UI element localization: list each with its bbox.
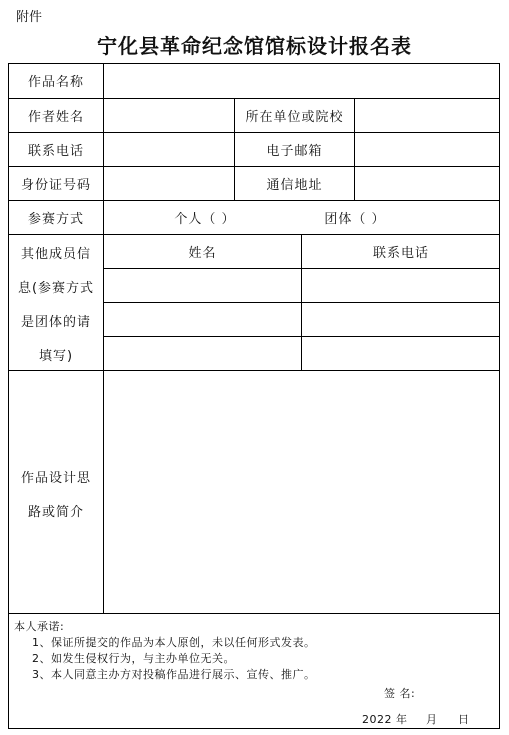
row-divider (8, 613, 500, 614)
declaration-heading: 本人承诺: (14, 620, 65, 633)
declaration-item: 2、如发生侵权行为，与主办单位无关。 (32, 652, 235, 665)
email-field[interactable] (355, 133, 499, 166)
member-name-field[interactable] (104, 337, 301, 370)
participation-mode-label: 参赛方式 (27, 211, 84, 227)
mode-team-option[interactable]: 团体（ ） (324, 211, 386, 227)
address-label: 通信地址 (266, 177, 323, 193)
signature-label: 签 名: (384, 687, 416, 700)
phone-label: 联系电话 (27, 143, 84, 159)
email-label: 电子邮箱 (266, 143, 323, 159)
members-label-line: 填写) (38, 349, 74, 364)
date-day: 日 (458, 713, 470, 726)
work-name-label: 作品名称 (27, 75, 84, 90)
phone-field[interactable] (104, 133, 234, 166)
unit-label: 所在单位或院校 (245, 109, 344, 125)
author-name-field[interactable] (104, 99, 234, 132)
attachment-label: 附件 (16, 10, 43, 25)
design-description-label-line: 路或简介 (27, 505, 84, 520)
unit-field[interactable] (355, 99, 499, 132)
declaration-item: 1、保证所提交的作品为本人原创，未以任何形式发表。 (32, 636, 316, 649)
date-month: 月 (426, 713, 438, 726)
members-label-line: 是团体的请 (20, 315, 91, 330)
design-description-label-line: 作品设计思 (20, 471, 91, 486)
signature-field[interactable] (432, 682, 494, 700)
members-label-line: 息(参赛方式 (17, 281, 95, 296)
id-number-field[interactable] (104, 167, 234, 200)
date-year: 2022 年 (362, 713, 408, 726)
member-name-field[interactable] (104, 303, 301, 336)
declaration-item: 3、本人同意主办方对投稿作品进行展示、宣传、推广。 (32, 668, 316, 681)
id-number-label: 身份证号码 (20, 177, 91, 193)
address-field[interactable] (355, 167, 499, 200)
page-title: 宁化县革命纪念馆馆标设计报名表 (97, 34, 412, 58)
members-column-name: 姓名 (188, 245, 217, 261)
mode-individual-option[interactable]: 个人（ ） (174, 211, 236, 227)
design-description-field[interactable] (104, 371, 499, 613)
member-name-field[interactable] (104, 269, 301, 302)
work-name-field[interactable] (104, 64, 499, 98)
member-phone-field[interactable] (302, 303, 499, 336)
author-name-label: 作者姓名 (27, 109, 84, 125)
member-phone-field[interactable] (302, 337, 499, 370)
members-label-line: 其他成员信 (20, 247, 91, 262)
members-column-phone: 联系电话 (372, 245, 429, 261)
member-phone-field[interactable] (302, 269, 499, 302)
